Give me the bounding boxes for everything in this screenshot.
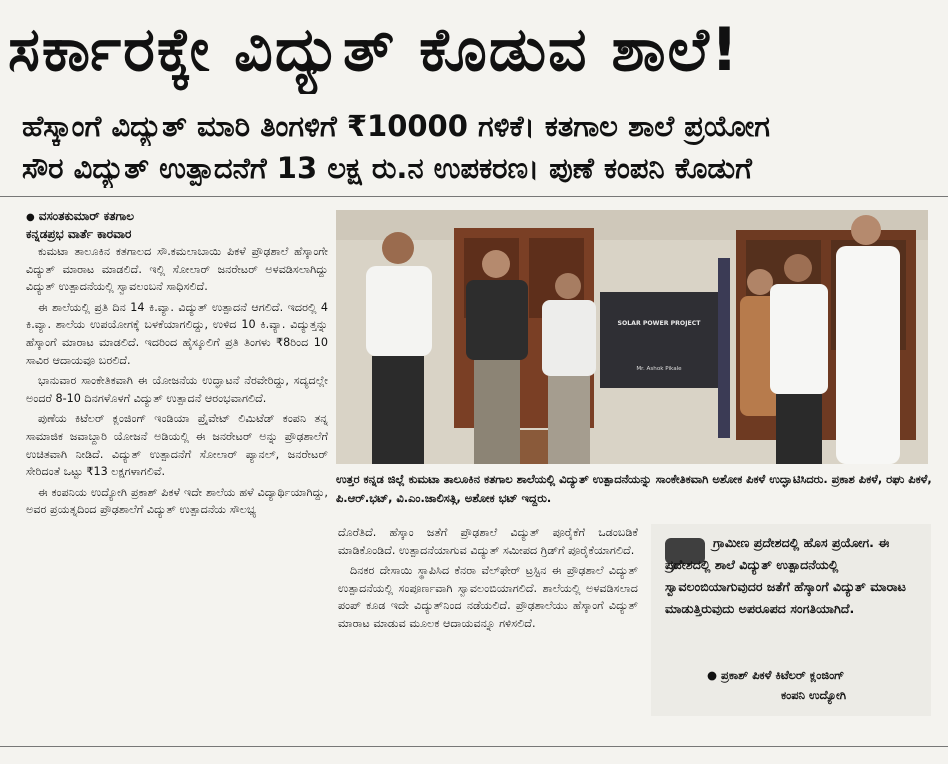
paragraph: ಭಾನುವಾರ ಸಾಂಕೇತಿಕವಾಗಿ ಈ ಯೋಜನೆಯ ಉದ್ಘಾಟನೆ ನೆರವೇರಿದ್ದು, ಸದ್ಯದಲ್ಲೇ ಅಂದರೆ 8-10 ದಿನಗಳೊಳಗೆ ವಿದ್ಯುತ್ ಉತ್ಪಾದನೆ ಆರಂಭವಾಗಲಿದೆ. bbox=[26, 374, 328, 405]
paragraph: ಈ ಕಂಪನಿಯ ಉದ್ಯೋಗಿ ಪ್ರಕಾಶ್ ಪಿಕಳೆ ಇದೇ ಶಾಲೆಯ ಹಳೆ ವಿದ್ಯಾರ್ಥಿಯಾಗಿದ್ದು, ಅವರ ಪ್ರಯತ್ನದಿಂದ ಪ್ರೌಢಶಾಲೆಗೆ ವಿದ್ಯುತ್ ಉತ್ಪಾದನೆಯ ಸೌಲಭ್ಯ bbox=[26, 485, 328, 517]
byline-author: ● ವಸಂತಕುಮಾರ್ ಕತಗಾಲ bbox=[26, 209, 135, 223]
paragraph: ದಿನಕರ ದೇಸಾಯಿ ಸ್ಥಾಪಿಸಿದ ಕೆನರಾ ವೆಲ್‌ಫೇರ್ ಟ್ರಸ್ಟಿನ ಈ ಪ್ರೌಢಶಾಲೆ ವಿದ್ಯುತ್ ಉತ್ಪಾದನೆಯಲ್ಲಿ ಸಂಪೂರ್ಣವಾಗಿ ಸ್ವಾವಲಂಬಿಯಾಗಲಿದೆ. ಶಾಲೆಯಲ್ಲಿ ಅಳವಡಿಸಲಾದ ಪಂಪ್ ಕೂಡ ಇದೇ ವಿದ್ಯುತ್‌ನಿಂದ ನಡೆಯಲಿದೆ. ಪ್ರೌಢಶಾಲೆಯು ಹೆಸ್ಕಾಂಗೆ ವಿದ್ಯುತ್ ಮಾರಾಟ ಮಾಡುವ ಮೂಲಕ ಆದಾಯವನ್ನೂ ಗಳಿಸಲಿದೆ. bbox=[338, 564, 638, 630]
bottom-divider bbox=[0, 746, 948, 747]
paragraph: ದೊರೆತಿದೆ. ಹೆಸ್ಕಾಂ ಜತೆಗೆ ಪ್ರೌಢಶಾಲೆ ವಿದ್ಯುತ್ ಪೂರೈಕೆಗೆ ಒಡಂಬಡಿಕೆ ಮಾಡಿಕೊಂಡಿದೆ. ಉತ್ಪಾದನೆಯಾಗುವ ವಿದ್ಯುತ್ ಸಮೀಪದ ಗ್ರಿಡ್‌ಗೆ ಪೂರೈಕೆಯಾಗಲಿದೆ. bbox=[338, 526, 638, 557]
paragraph: ಈ ಶಾಲೆಯಲ್ಲಿ ಪ್ರತಿ ದಿನ 14 ಕಿ.ವ್ಯಾ. ವಿದ್ಯುತ್ ಉತ್ಪಾದನೆ ಆಗಲಿದೆ. ಇದರಲ್ಲಿ 4 ಕಿ.ವ್ಯಾ. ಶಾಲೆಯ ಉಪಯೋಗಕ್ಕೆ ಬಳಕೆಯಾಗಲಿದ್ದು, ಉಳಿದ 10 ಕಿ.ವ್ಯಾ. ವಿದ್ಯುತ್ತನ್ನು ಹೆಸ್ಕಾಂಗೆ ಮಾರಾಟ ಮಾಡಲಿದೆ. ಇದರಿಂದ ಹೈಸ್ಕೂಲಿಗೆ ಪ್ರತಿ ತಿಂಗಳು ₹8ರಿಂದ 10 ಸಾವಿರ ಆದಾಯವೂ ಬರಲಿದೆ. bbox=[26, 300, 328, 367]
divider bbox=[0, 196, 948, 197]
paragraph: ಕುಮಟಾ ತಾಲೂಕಿನ ಕತಗಾಲದ ಸೌ.ಕಮಲಾಬಾಯಿ ಪಿಕಳೆ ಪ್ರೌಢಶಾಲೆ ಹೆಸ್ಕಾಂಗೇ ವಿದ್ಯುತ್ ಮಾರಾಟ ಮಾಡಲಿದೆ. ಇಲ್ಲಿ ಸೋಲಾರ್ ಜನರೇಟರ್ ಅಳವಡಿಸಲಾಗಿದ್ದು ವಿದ್ಯುತ್ ಉತ್ಪಾದನೆಯಲ್ಲಿ ಸ್ವಾವಲಂಬನೆ ಸಾಧಿಸಲಿದೆ. bbox=[26, 245, 328, 294]
article-column-1 bbox=[26, 208, 328, 522]
paragraph: ಪುಣೆಯ ಕಿಟೆಲರ್ ಕ್ಲಂಜಿಂಗ್ ಇಂಡಿಯಾ ಪ್ರೈವೇಟ್ ಲಿಮಿಟೆಡ್ ಕಂಪನಿ ತನ್ನ ಸಾಮಾಜಿಕ ಜವಾಬ್ದಾರಿ ಯೋಜನೆ ಅಡಿಯಲ್ಲಿ ಈ ಜನರೇಟರ್ ಅನ್ನು ಪ್ರೌಢಶಾಲೆಗೆ ಉಚಿತವಾಗಿ ನೀಡಿದೆ. ವಿದ್ಯುತ್ ಉತ್ಪಾದನೆಗೆ ಸೋಲಾರ್ ಪ್ಯಾನಲ್, ಜನರೇಟರ್ ಸೇರಿದಂತೆ ಒಟ್ಟು ₹13 ಲಕ್ಷಗಳಾಗಲಿವೆ. bbox=[26, 412, 328, 479]
subheadline-1: ಹೆಸ್ಕಾಂಗೆ ವಿದ್ಯುತ್ ಮಾರಿ ತಿಂಗಳಿಗೆ ₹10000 ಗಳಿಕೆ। ಕತಗಾಲ ಶಾಲೆ ಪ್ರಯೋಗ bbox=[22, 109, 770, 143]
photo-caption: ಉತ್ತರ ಕನ್ನಡ ಜಿಲ್ಲೆ ಕುಮಟಾ ತಾಲೂಕಿನ ಕತಗಾಲ ಶಾಲೆಯಲ್ಲಿ ವಿದ್ಯುತ್ ಉತ್ಪಾದನೆಯನ್ನು ಸಾಂಕೇತಿಕವಾಗಿ ಅಶೋಕ ಪಿಕಳೆ ಉದ್ಘಾಟಿಸಿದರು. ಪ್ರಕಾಶ ಪಿಕಳೆ, ರಘು ಪಿಕಳೆ, ಪಿ.ಆರ್.ಭಟ್, ವಿ.ಎಂ.ಜಾಲಿಸತ್ಗಿ, ಅಶೋಕ ಭಟ್ ಇದ್ದರು. bbox=[336, 472, 932, 505]
quote-credit: ● ಪ್ರಕಾಶ್ ಪಿಕಳೆ ಕಿಟೆಲರ್ ಕ್ಲಂಜಿಂಗ್ bbox=[707, 668, 845, 682]
quote-text: ಗ್ರಾಮೀಣ ಪ್ರದೇಶದಲ್ಲಿ ಹೊಸ ಪ್ರಯೋಗ. ಈ ಪ್ರದೇಶದಲ್ಲಿ ಶಾಲೆ ವಿದ್ಯುತ್ ಉತ್ಪಾದನೆಯಲ್ಲಿ ಸ್ವಾವಲಂಬಿಯಾಗುವುದರ ಜತೆಗೆ ಹೆಸ್ಕಾಂಗೆ ವಿದ್ಯುತ್ ಮಾರಾಟ ಮಾಡುತ್ತಿರುವುದು ಅಪರೂಪದ ಸಂಗತಿಯಾಗಿದೆ. bbox=[665, 535, 906, 616]
article-column-2 bbox=[338, 524, 638, 636]
headline: ಸರ್ಕಾರಕ್ಕೇ ವಿದ್ಯುತ್ ಕೊಡುವ ಶಾಲೆ! bbox=[8, 15, 741, 85]
board-title: SOLAR POWER PROJECT bbox=[617, 320, 701, 327]
byline-desk: ಕನ್ನಡಪ್ರಭ ವಾರ್ತೆ ಕಾರವಾರ bbox=[26, 227, 132, 241]
subheadline-2: ಸೌರ ವಿದ್ಯುತ್ ಉತ್ಪಾದನೆಗೆ 13 ಲಕ್ಷ ರು.ನ ಉಪಕರಣ। ಪುಣೆ ಕಂಪನಿ ಕೊಡುಗೆ bbox=[22, 151, 752, 185]
quote-box bbox=[651, 524, 931, 716]
board-name: Mr. Ashok Pikale bbox=[636, 366, 682, 372]
news-photo bbox=[336, 210, 928, 464]
quote-credit-role: ಕಂಪನಿ ಉದ್ಯೋಗಿ bbox=[781, 688, 847, 702]
